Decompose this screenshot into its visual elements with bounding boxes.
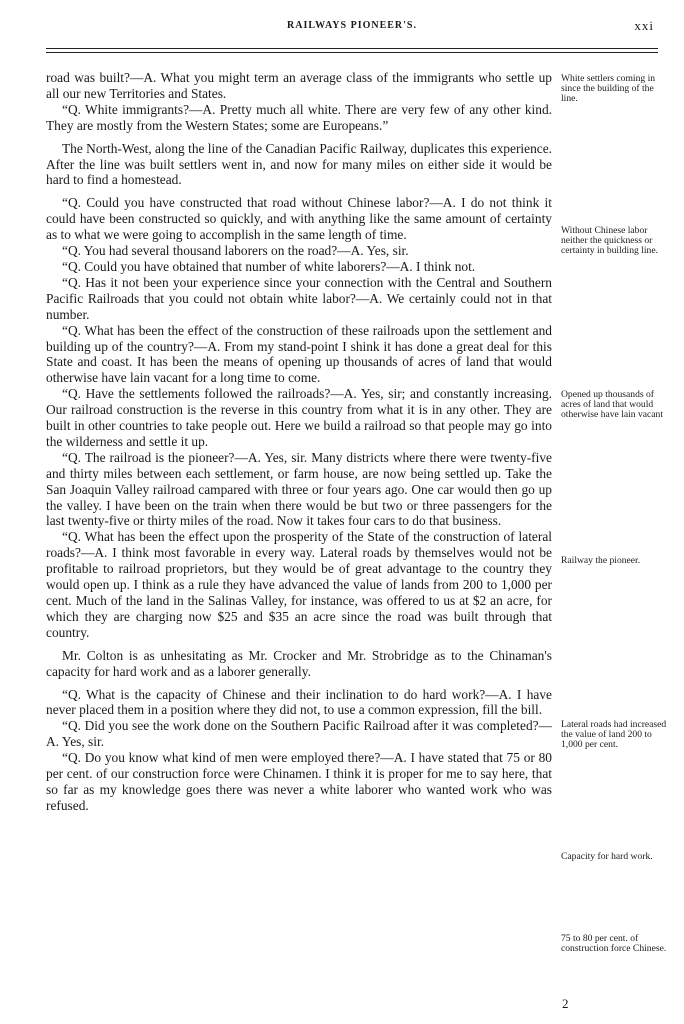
paragraph: “Q. What has been the effect upon the prosperity of the State of the construction of lateral roads?—A. I think most favorable in every way. Lateral roads by themselves would not be profitable to railroad proprietors, but they would be of great advantage to the country they would open up. I think as a rule they have advanced the value of lands from 200 to 1,000 per cent. Much of the land in the Salinas Valley, for instance, was offered to us at $2 an acre, for which they are charging now $25 and $35 an acre since the road was built through that country. <box>46 529 552 640</box>
header-title: RAILWAYS PIONEER'S. <box>287 20 417 31</box>
body-text <box>46 70 552 814</box>
sidenote: Railway the pioneer. <box>561 555 641 566</box>
paragraph: “Q. The railroad is the pioneer?—A. Yes, sir. Many districts where there were twenty-five and thirty miles between each settlement, or farm house, are now being settled up. Take the San Joaquin Valley railroad campared with three or four years ago. One car would then go up the valley. I have been on the train when there would be but two or three passengers for the last twenty-five or thirty miles of the road. Now it takes four cars to do that business. <box>46 449 552 529</box>
paragraph: “Q. What is the capacity of Chinese and their inclination to do hard work?—A. I have never placed them in a position where they did not, to use a common expression, fill the bill. <box>46 686 552 718</box>
page-number: xxi <box>634 18 654 33</box>
paragraph: road was built?—A. What you might term an average class of the immigrants who settle up all our new Territories and States. <box>46 70 552 101</box>
sidenote: Opened up thousands of acres of land that would otherwise have lain vacant <box>561 389 664 420</box>
header-rule-top <box>46 48 658 49</box>
paragraph: “Q. White immigrants?—A. Pretty much all white. There are very few of any other kind. They are mostly from the Western States; some are Europeans.” <box>46 101 552 133</box>
running-header <box>46 20 658 42</box>
paragraph: The North-West, along the line of the Canadian Pacific Railway, duplicates this experience. After the line was built settlers went in, and now for many miles on either side it would be hard to find a homestead. <box>46 140 552 188</box>
paragraph: “Q. Could you have obtained that number of white laborers?—A. I think not. <box>62 258 476 274</box>
signature-mark: 2 <box>562 996 569 1011</box>
sidenote: Without Chinese labor neither the quickness or certainty in building line. <box>561 225 658 256</box>
paragraph: “Q. Did you see the work done on the Southern Pacific Railroad after it was completed?—A. Yes, sir. <box>46 718 552 750</box>
paragraph: “Q. Do you know what kind of men were employed there?—A. I have stated that 75 or 80 per cent. of our construction force were Chinamen. I think it is proper for me to say here, that so far as my knowledge goes there was never a white laborer who wanted work who was refused. <box>46 750 552 813</box>
sidenote: 75 to 80 per cent. of construction force Chinese. <box>561 933 667 954</box>
sidenote: White settlers coming in since the building of the line. <box>561 73 656 104</box>
paragraph: “Q. Could you have constructed that road without Chinese labor?—A. I do not think it could have been constructed so quickly, and with anything like the same amount of certainty as to what we were going to accomplish in the same length of time. <box>46 195 552 243</box>
paragraph: “Q. You had several thousand laborers on the road?—A. Yes, sir. <box>62 243 409 259</box>
paragraph: “Q. What has been the effect of the construction of these railroads upon the settlement and building up of the country?—A. From my stand-point I shink it has done a great deal for this State and coast. It has been the means of opening up thousands of acres of land that would otherwise have lain vacant for a long time to come. <box>46 322 552 386</box>
paragraph: Mr. Colton is as unhesitating as Mr. Crocker and Mr. Strobridge as to the Chinaman's capacity for hard work and as a laborer generally. <box>46 647 552 679</box>
sidenote: Lateral roads had increased the value of land 200 to 1,000 per cent. <box>561 719 667 750</box>
paragraph: “Q. Have the settlements followed the railroads?—A. Yes, sir; and constantly increasing. Our railroad construction is the reverse in this country from what it is in any other. They are built in other countries to take people out. Here we build a railroad so that people may go into the wilderness and settle it up. <box>46 386 552 449</box>
sidenote: Capacity for hard work. <box>561 851 653 862</box>
paragraph: “Q. Has it not been your experience since your connection with the Central and Southern Pacific Railroads that you could not obtain white labor?—A. We certainly could not in that number. <box>46 274 552 322</box>
header-rule-bottom <box>46 52 658 53</box>
